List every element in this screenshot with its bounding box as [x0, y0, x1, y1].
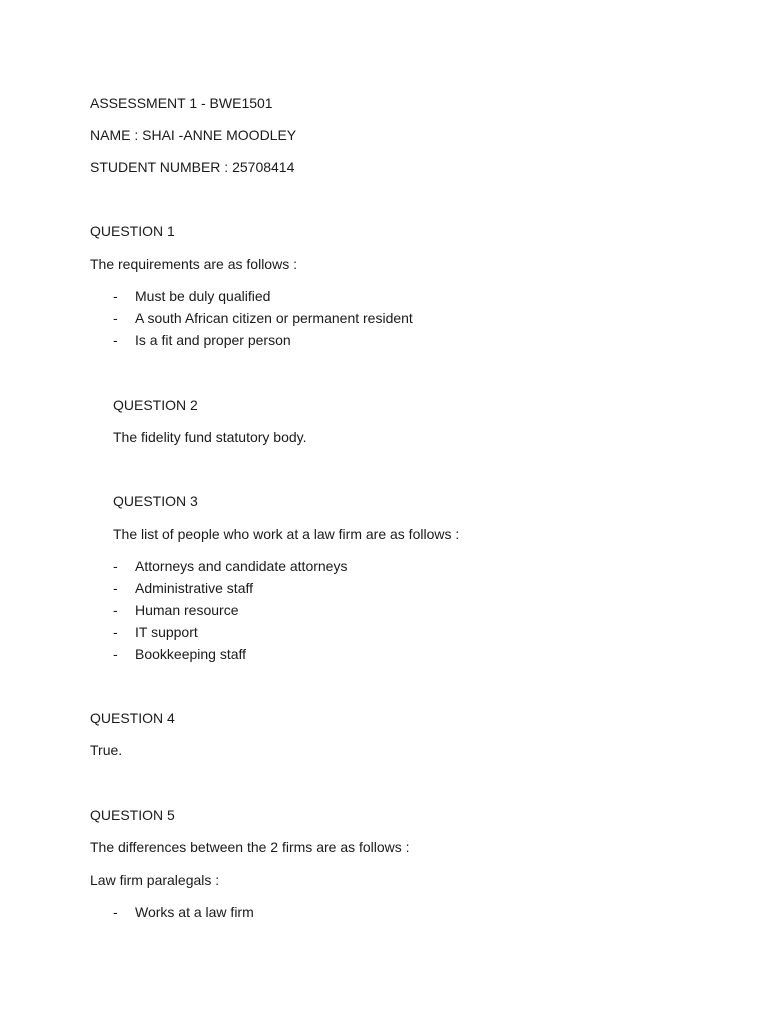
question-2-heading: QUESTION 2	[113, 397, 198, 413]
bullet-marker: -	[113, 332, 118, 348]
list-item-text: Must be duly qualified	[135, 288, 271, 304]
question-1-heading: QUESTION 1	[90, 223, 175, 239]
question-3-heading: QUESTION 3	[113, 493, 198, 509]
bullet-marker: -	[113, 310, 118, 326]
bullet-marker: -	[113, 602, 118, 618]
question-1-intro: The requirements are as follows :	[90, 256, 297, 272]
question-2-answer: The fidelity fund statutory body.	[113, 429, 307, 445]
list-item-text: Human resource	[135, 602, 239, 618]
bullet-marker: -	[113, 558, 118, 574]
list-item-text: A south African citizen or permanent resident	[135, 310, 413, 326]
bullet-marker: -	[113, 904, 118, 920]
student-number: STUDENT NUMBER : 25708414	[90, 159, 295, 175]
bullet-marker: -	[113, 288, 118, 304]
student-name: NAME : SHAI -ANNE MOODLEY	[90, 127, 297, 143]
list-item-text: Bookkeeping staff	[135, 646, 247, 662]
question-5-subheading: Law firm paralegals :	[90, 872, 220, 888]
list-item-text: Is a fit and proper person	[135, 332, 291, 348]
question-5-intro: The differences between the 2 firms are as follows :	[90, 839, 410, 855]
bullet-marker: -	[113, 580, 118, 596]
list-item-text: Works at a law firm	[135, 904, 254, 920]
list-item-text: IT support	[135, 624, 198, 640]
list-item-text: Administrative staff	[135, 580, 254, 596]
list-item-text: Attorneys and candidate attorneys	[135, 558, 348, 574]
question-3-intro: The list of people who work at a law firm are as follows :	[113, 526, 460, 542]
question-5-heading: QUESTION 5	[90, 807, 175, 823]
assessment-title: ASSESSMENT 1 - BWE1501	[90, 95, 273, 111]
bullet-marker: -	[113, 646, 118, 662]
question-4-heading: QUESTION 4	[90, 710, 175, 726]
bullet-marker: -	[113, 624, 118, 640]
question-4-answer: True.	[90, 742, 123, 758]
